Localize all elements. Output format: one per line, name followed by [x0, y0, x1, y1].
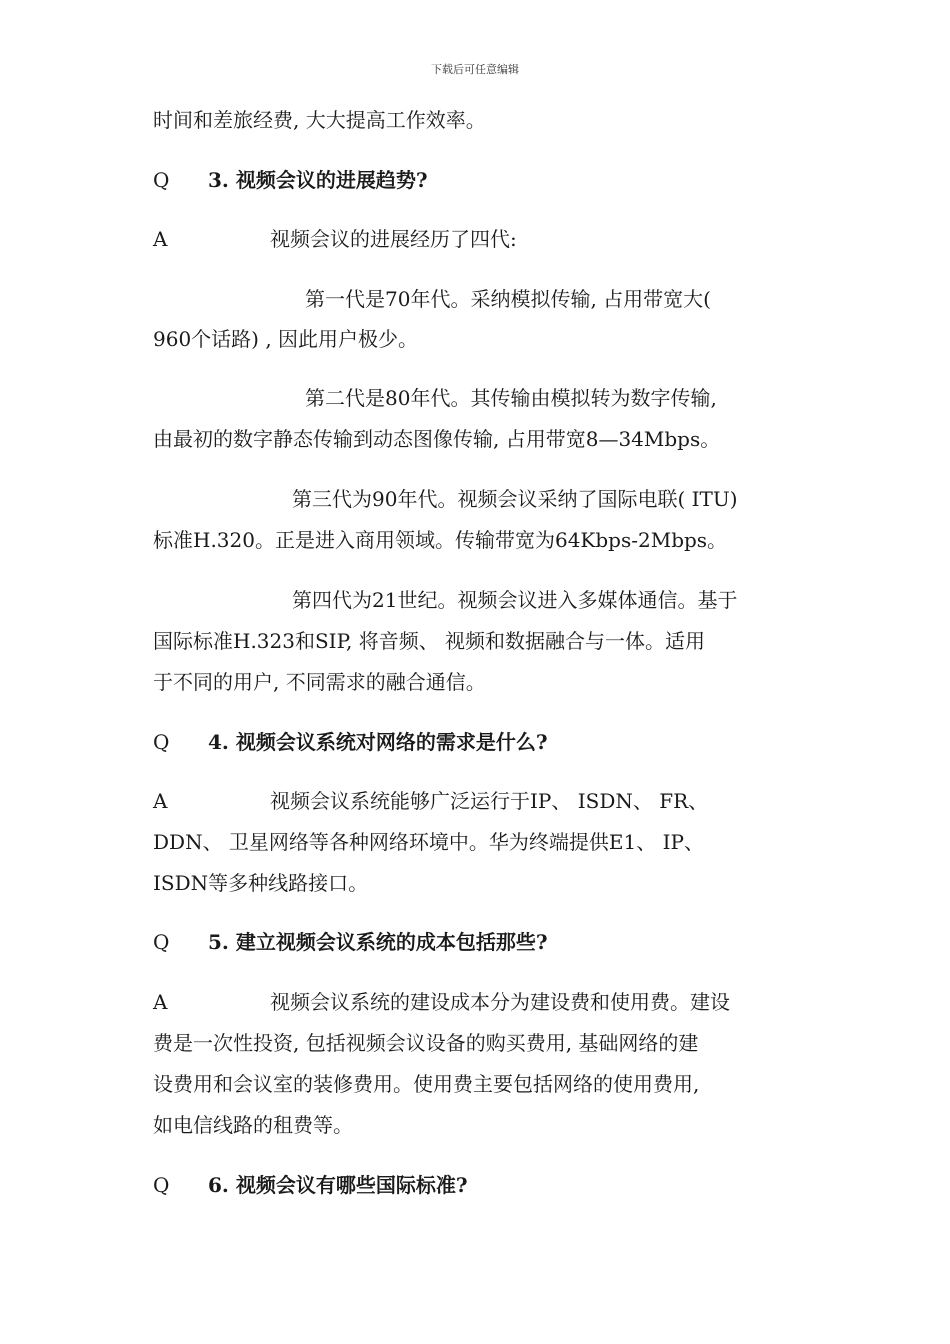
answer-4-line-3: ISDN等多种线路接口。 [153, 871, 369, 895]
gen2-line-2: 由最初的数字静态传输到动态图像传输, 占用带宽8—34Mbps。 [153, 427, 721, 451]
gen2-line-1: 第二代是80年代。其传输由模拟转为数字传输, [305, 386, 717, 410]
question-6: 6. 视频会议有哪些国际标准? [208, 1173, 468, 1197]
question-marker: Q [153, 730, 170, 754]
question-3: 3. 视频会议的进展趋势? [208, 168, 428, 192]
answer-4-line-1: 视频会议系统能够广泛运行于IP、 ISDN、 FR、 [270, 789, 709, 813]
answer-marker: A [153, 227, 168, 251]
answer-marker: A [153, 990, 168, 1014]
answer-5-line-2: 费是一次性投资, 包括视频会议设备的购买费用, 基础网络的建 [153, 1031, 699, 1055]
question-marker: Q [153, 168, 170, 192]
answer-marker: A [153, 789, 168, 813]
gen1-line-1: 第一代是70年代。采纳模拟传输, 占用带宽大( [305, 287, 711, 311]
gen1-line-2: 960个话路) , 因此用户极少。 [153, 327, 419, 351]
answer-4-line-2: DDN、 卫星网络等各种网络环境中。华为终端提供E1、 IP、 [153, 830, 704, 854]
text-line: 时间和差旅经费, 大大提高工作效率。 [153, 108, 486, 132]
question-5: 5. 建立视频会议系统的成本包括那些? [208, 930, 548, 954]
question-4: 4. 视频会议系统对网络的需求是什么? [208, 730, 548, 754]
question-marker: Q [153, 930, 170, 954]
gen4-line-3: 于不同的用户, 不同需求的融合通信。 [153, 670, 486, 694]
gen4-line-2: 国际标准H.323和SIP, 将音频、 视频和数据融合与一体。适用 [153, 629, 706, 653]
gen4-line-1: 第四代为21世纪。视频会议进入多媒体通信。基于 [292, 588, 738, 612]
answer-3-intro: 视频会议的进展经历了四代: [270, 227, 517, 251]
answer-5-line-1: 视频会议系统的建设成本分为建设费和使用费。建设 [270, 990, 730, 1014]
page-header: 下载后可任意编辑 [431, 63, 519, 76]
question-marker: Q [153, 1173, 170, 1197]
answer-5-line-4: 如电信线路的租费等。 [153, 1113, 353, 1137]
gen3-line-1: 第三代为90年代。视频会议采纳了国际电联( ITU) [292, 487, 738, 511]
answer-5-line-3: 设费用和会议室的装修费用。使用费主要包括网络的使用费用, [153, 1072, 700, 1096]
gen3-line-2: 标准H.320。正是进入商用领域。传输带宽为64Kbps-2Mbps。 [153, 528, 728, 552]
